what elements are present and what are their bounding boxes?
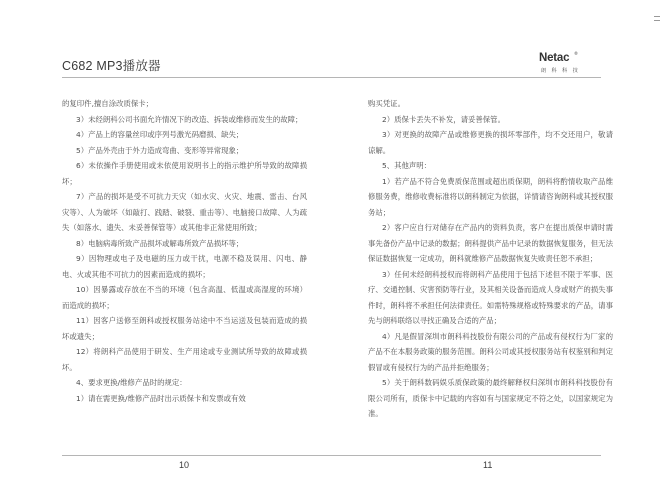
paragraph: 4）产品上的容量丝印或序列号激光码磨损、缺失； [76, 130, 244, 139]
logo-wordmark: Netac [539, 52, 570, 64]
paragraph: 3）未经朗科公司书面允许情况下的改造、拆装或维修而发生的故障； [76, 114, 303, 124]
netac-logo [539, 51, 580, 78]
paragraph: 1）若产品不符合免费质保范围或超出质保期，朗科将酌情收取产品维修服务费，维修收费标准将以朗科制定为依据，详情请咨询朗科或其授权服务站； [368, 176, 613, 217]
left-page-text [62, 96, 307, 406]
paragraph: 10）因暴露或存放在不当的环境（包含高温、低温或高湿度的环境）而造成的损坏； [62, 285, 307, 310]
paragraph: 4）凡是假冒深圳市朗科科技股份有限公司的产品或有侵权行为厂家的产品不在本服务政策的服务范围。朗科公司或其授权服务站有权鉴别和判定假冒或有侵权行为的产品并拒绝服务； [368, 331, 613, 372]
paragraph: 2）质保卡丢失不补发，请妥善保管。 [382, 114, 505, 124]
logo-subtitle: 朗 科 科 技 [541, 68, 580, 74]
section-heading: 5、其他声明： [382, 161, 432, 170]
page-title: C682 MP3播放器 [62, 59, 161, 73]
paragraph: 3）任何未经朗科授权而将朗科产品使用于包括下述但不限于军事、医疗、交通控制、灾害预防等行业，及其相关设备而造成人身或财产的损失事件时，朗科将不承担任何法律责任。如需特殊规格或特殊要求的产品，请事先与朗科联络以寻找正确及合适的产品； [368, 269, 613, 325]
crop-mark [654, 16, 660, 17]
right-page-text [368, 96, 613, 422]
paragraph: 9）因物理或电子及电磁的压力或干扰，电源不稳及误用、闪电、静电、火或其他不可抗力的因素而造成的损坏； [62, 254, 307, 279]
crop-mark [654, 20, 660, 21]
paragraph: 6）未依操作手册使用或未依使用说明书上的指示维护所导致的故障损坏； [62, 161, 307, 186]
page-number-right: 11 [483, 460, 493, 470]
footer-divider [62, 455, 601, 456]
paragraph: 5）产品外壳由于外力造成弯曲、变形等异常现象； [76, 145, 244, 155]
header-divider [62, 77, 601, 78]
paragraph: 5）关于朗科数码娱乐质保政策的最终解释权归深圳市朗科科技股份有限公司所有，质保卡中记载的内容如有与国家规定不符之处，以国家规定为准。 [368, 378, 613, 418]
paragraph: 11）因客户送修至朗科或授权服务站途中不当运送及包装而造成的损坏或遗失； [62, 316, 307, 341]
paragraph: 8）电脑病毒所致产品损坏或解毒所致产品损坏等； [76, 238, 244, 248]
section-heading: 4、要求更换/维修产品时的规定： [76, 378, 187, 387]
paragraph: 1）请在需更换/维修产品时出示质保卡和发票或有效 [76, 393, 246, 403]
paragraph: 3）对更换的故障产品或维修更换的损坏零部件，均不交还用户，敬请谅解。 [368, 130, 613, 155]
paragraph: 12）将朗科产品使用于研发、生产用途或专业测试所导致的故障或损坏。 [62, 347, 307, 372]
paragraph: 2）客户应自行对储存在产品内的资料负责，客户在提出质保申请时需事先备份产品中记录的数据；朗科提供产品中记录的数据恢复服务，但无法保证数据恢复一定成功，朗科就维修产品数据恢复失败责任恕不承担； [368, 223, 613, 263]
paragraph: 购买凭证。 [368, 99, 405, 108]
paragraph: 的复印件,擅自涂改质保卡； [62, 99, 154, 108]
paragraph: 7）产品的损坏是受不可抗力天灾（如水灾、火灾、地震、雷击、台风灾等）、人为破坏（如敲打、践踏、破裂、重击等）、电脑接口故障、人为疏失（如落水、遗失、未妥善保管等）或其他非正常使用所致； [62, 192, 307, 232]
registered-mark: ® [574, 51, 578, 56]
page-number-left: 10 [179, 460, 190, 470]
